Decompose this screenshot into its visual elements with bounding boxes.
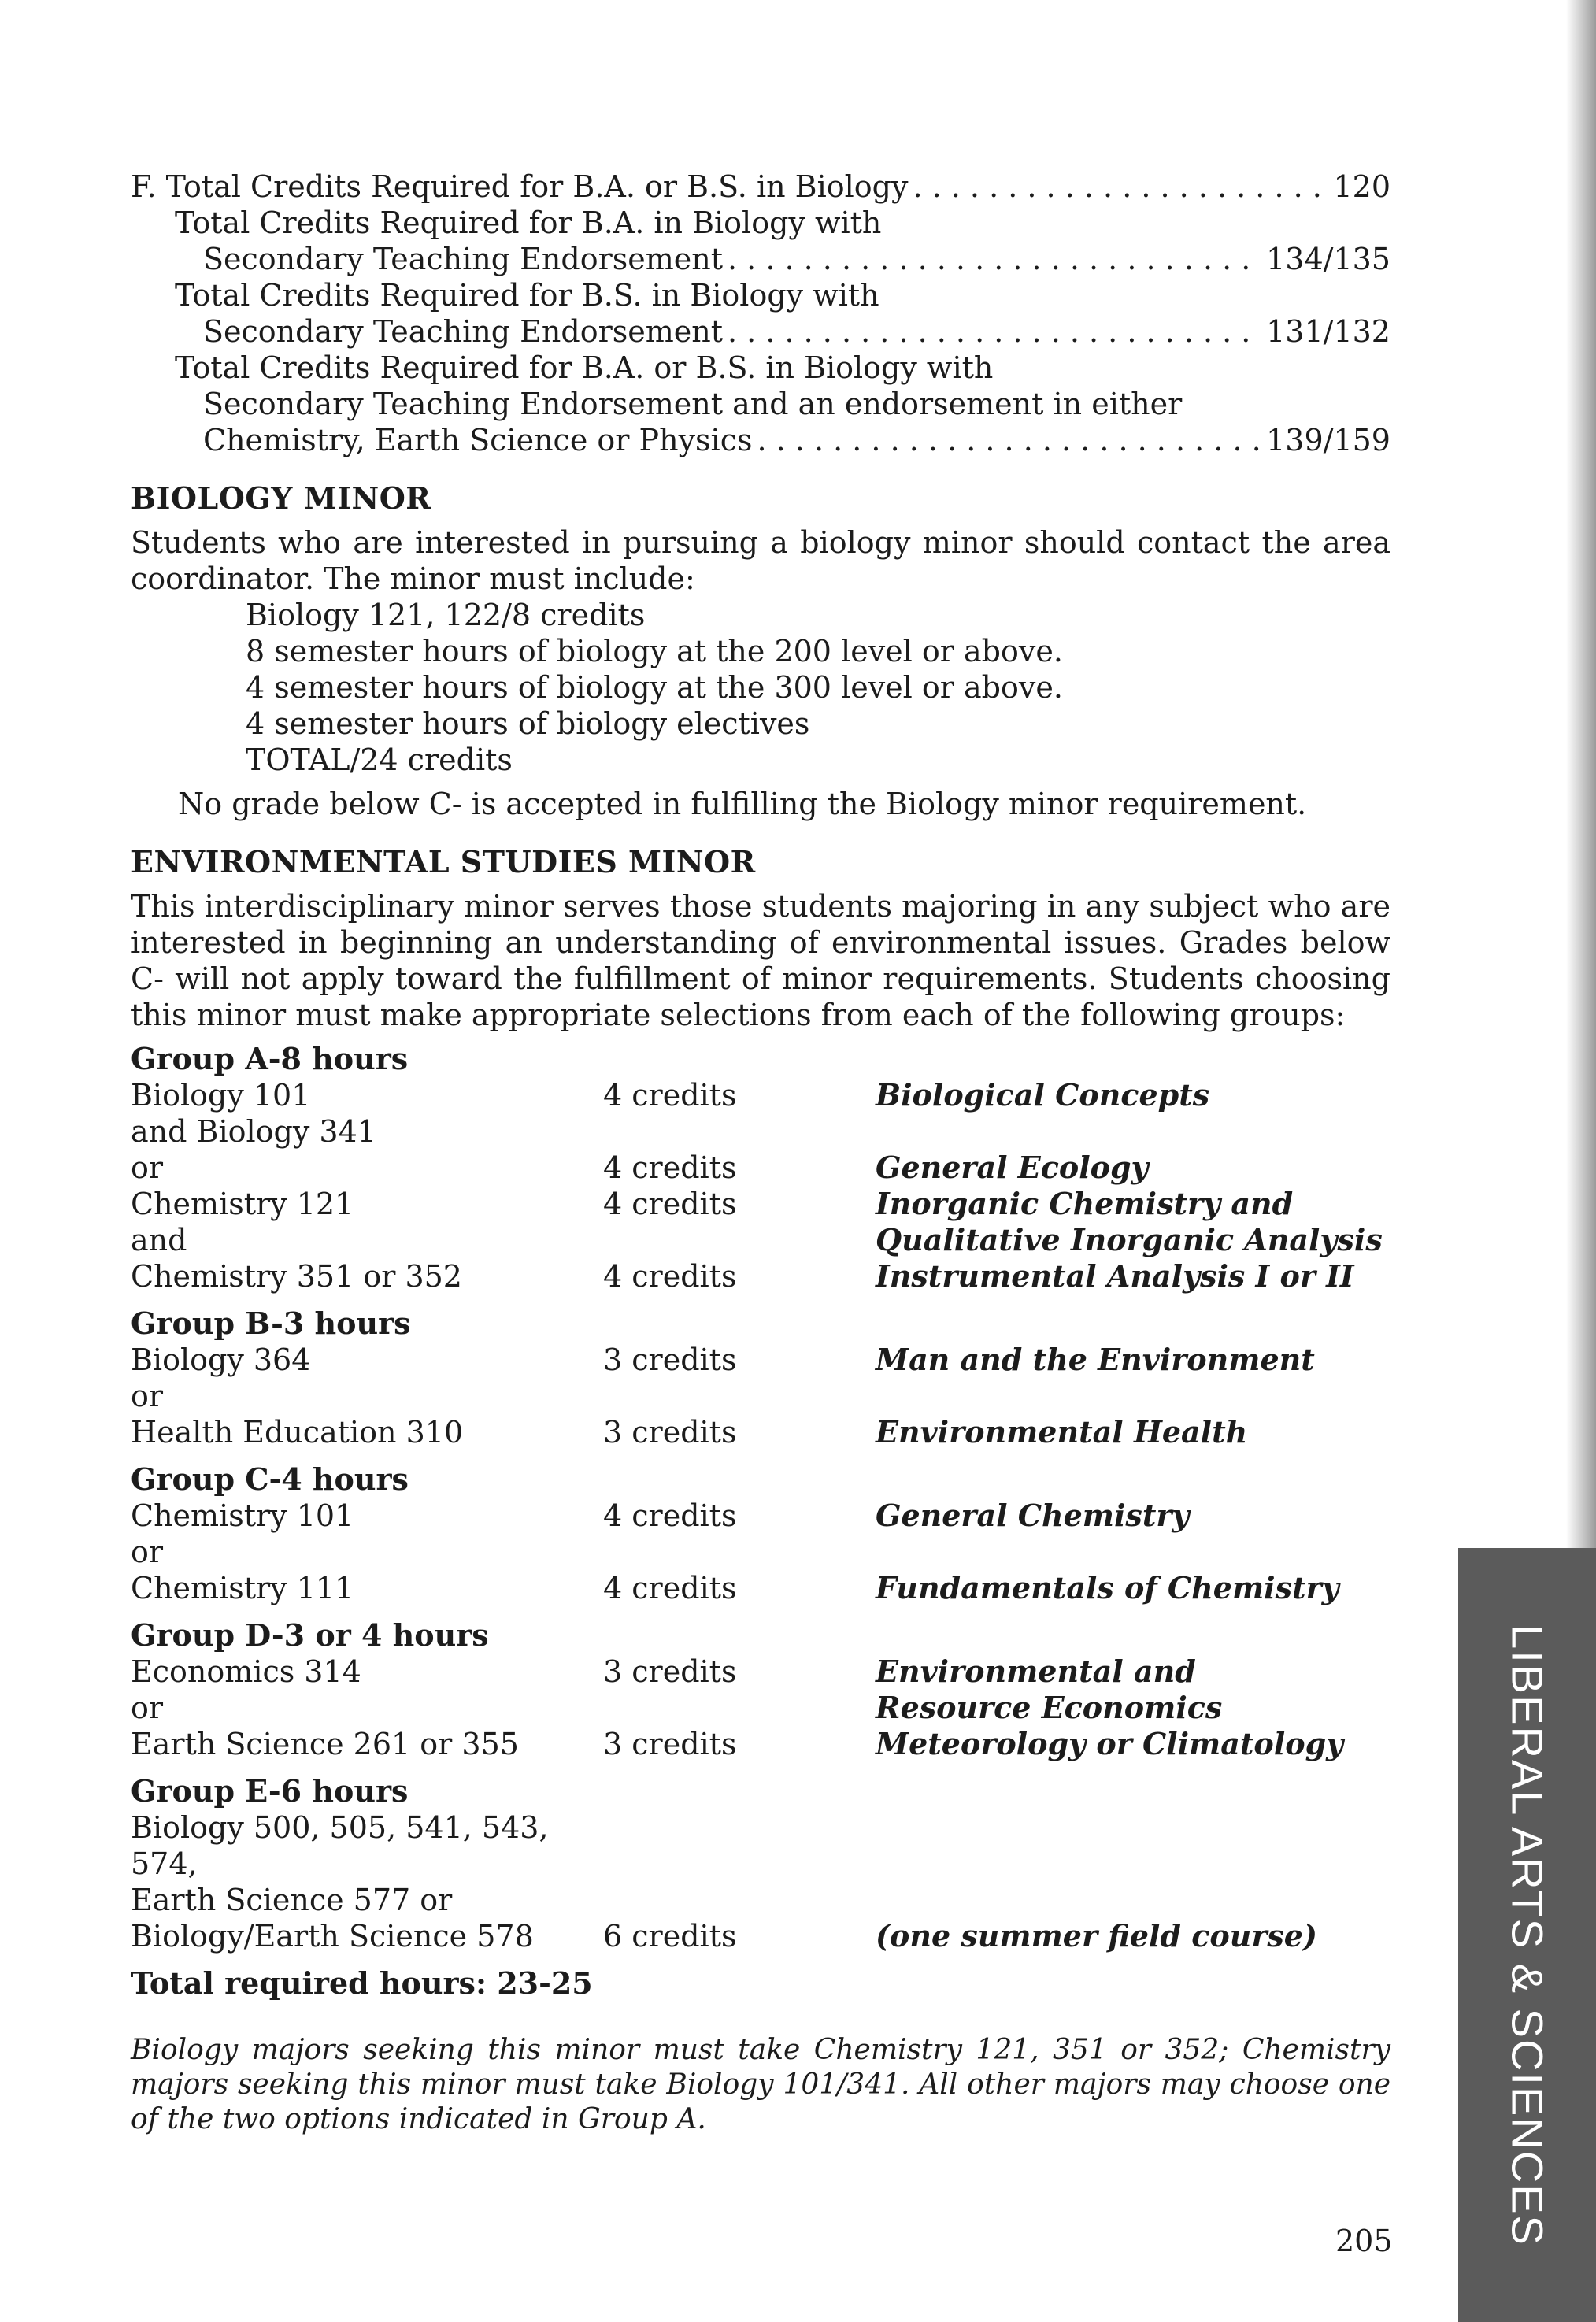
- course-title: Inorganic Chemistry and: [876, 1186, 1294, 1221]
- course-name: or: [131, 1379, 164, 1413]
- course-credits: [603, 1113, 876, 1150]
- course-credits: 4 credits: [603, 1571, 737, 1605]
- course-name: or: [131, 1535, 164, 1569]
- total-required-hours: Total required hours: 23-25: [131, 1965, 593, 2001]
- group-heading-row: [131, 1041, 1390, 1077]
- course-name: Chemistry 111: [131, 1571, 354, 1605]
- credit-line: Total Credits Required for B.S. in Biology with: [175, 278, 879, 313]
- credits-summary: [131, 169, 1390, 458]
- credit-line: [131, 169, 1390, 205]
- credit-value: 134/135: [1266, 242, 1390, 276]
- course-title: General Chemistry: [876, 1498, 1190, 1533]
- biology-minor-heading: BIOLOGY MINOR: [131, 480, 431, 516]
- group-heading-row: [131, 1606, 1390, 1654]
- biology-minor-intro: Students who are interested in pursuing a biology minor should contact the area coordinator. The minor must include:: [131, 525, 1390, 596]
- course-name: Economics 314: [131, 1654, 361, 1689]
- credit-value: 120: [1333, 169, 1390, 204]
- course-name: Biology/Earth Science 578: [131, 1919, 534, 1954]
- credit-text: Chemistry, Earth Science or Physics: [203, 423, 753, 457]
- page-number: 205: [1335, 2224, 1393, 2258]
- course-credits: 4 credits: [603, 1259, 737, 1294]
- course-name: Health Education 310: [131, 1415, 464, 1450]
- env-minor-heading: ENVIRONMENTAL STUDIES MINOR: [131, 844, 756, 880]
- requirement-item: Biology 121, 122/8 credits: [246, 598, 646, 632]
- group-heading: Group B-3 hours: [131, 1305, 411, 1341]
- course-row: [131, 1809, 1390, 1882]
- course-title: [876, 1113, 1390, 1150]
- course-title: General Ecology: [876, 1150, 1149, 1185]
- course-title: Man and the Environment: [876, 1342, 1315, 1377]
- credit-line: [131, 241, 1390, 277]
- course-row: [131, 1378, 1390, 1414]
- leader-dots: [728, 241, 1261, 277]
- course-row: [131, 1077, 1390, 1113]
- course-row: [131, 1570, 1390, 1606]
- course-credits: 3 credits: [603, 1342, 737, 1377]
- course-title: Meteorology or Climatology: [876, 1726, 1344, 1761]
- course-title: Environmental and: [876, 1654, 1196, 1689]
- course-row: [131, 1918, 1390, 1954]
- course-title: Instrumental Analysis I or II: [876, 1258, 1354, 1294]
- requirement-item: 8 semester hours of biology at the 200 level or above.: [246, 634, 1063, 668]
- course-credits: [603, 1378, 876, 1414]
- course-name: Chemistry 101: [131, 1498, 354, 1533]
- course-credits: 3 credits: [603, 1727, 737, 1761]
- course-title: (one summer field course): [876, 1918, 1317, 1954]
- course-row: [131, 1690, 1390, 1726]
- section-side-tab: [1458, 1548, 1596, 2322]
- credit-text: Secondary Teaching Endorsement: [203, 314, 724, 349]
- credit-value: 139/159: [1266, 423, 1390, 457]
- document-page: [131, 169, 1390, 2137]
- course-credits: [603, 1222, 876, 1258]
- course-credits: [603, 1809, 876, 1882]
- course-title: [876, 1809, 1390, 1882]
- course-name: Earth Science 577 or: [131, 1883, 453, 1917]
- course-row: [131, 1258, 1390, 1294]
- course-name: or: [131, 1150, 164, 1185]
- course-credits: 4 credits: [603, 1150, 737, 1185]
- course-row: [131, 1186, 1390, 1222]
- course-name: or: [131, 1691, 164, 1725]
- course-row: [131, 1498, 1390, 1534]
- course-title: Resource Economics: [876, 1690, 1223, 1725]
- course-name: Chemistry 121: [131, 1187, 354, 1221]
- course-title: [876, 1378, 1390, 1414]
- course-credits: 4 credits: [603, 1187, 737, 1221]
- course-row: [131, 1726, 1390, 1762]
- requirement-item: 4 semester hours of biology at the 300 level or above.: [246, 670, 1063, 705]
- course-name: Chemistry 351 or 352: [131, 1259, 462, 1294]
- group-heading: Group D-3 or 4 hours: [131, 1617, 489, 1653]
- credit-line: Total Credits Required for B.A. or B.S. in Biology with: [175, 350, 994, 385]
- course-title: [876, 1882, 1390, 1918]
- course-credits: 3 credits: [603, 1415, 737, 1450]
- group-heading: Group E-6 hours: [131, 1773, 409, 1809]
- course-credits: [603, 1690, 876, 1726]
- course-row: [131, 1414, 1390, 1450]
- env-minor-groups-table: [131, 1041, 1390, 2002]
- env-minor-footnote: Biology majors seeking this minor must take Chemistry 121, 351 or 352; Chemistry majors seeking this minor must take Biology 101/341. All other majors may choose one of the two options indicated in Group A.: [131, 2034, 1390, 2135]
- group-heading-row: [131, 1450, 1390, 1498]
- leader-dots: [728, 313, 1261, 350]
- course-title: [876, 1534, 1390, 1570]
- course-credits: [603, 1534, 876, 1570]
- course-credits: 6 credits: [603, 1919, 737, 1954]
- course-title: Biological Concepts: [876, 1077, 1210, 1113]
- course-title: Qualitative Inorganic Analysis: [876, 1222, 1383, 1257]
- env-minor-intro: This interdisciplinary minor serves those students majoring in any subject who are interested in beginning an understanding of environmental issues. Grades below C- will not apply toward the fulfillment of minor requirements. Students choosing this minor must make appropriate selections from each of the following groups:: [131, 889, 1390, 1032]
- credit-line: [131, 422, 1390, 458]
- course-name: Earth Science 261 or 355: [131, 1727, 519, 1761]
- course-name: and Biology 341: [131, 1114, 376, 1149]
- total-row: [131, 1954, 1390, 2002]
- course-name: Biology 101: [131, 1078, 311, 1113]
- credit-line: Secondary Teaching Endorsement and an endorsement in either: [203, 387, 1183, 421]
- course-credits: 4 credits: [603, 1498, 737, 1533]
- course-credits: 3 credits: [603, 1654, 737, 1689]
- leader-dots: [913, 169, 1328, 205]
- group-heading: Group A-8 hours: [131, 1041, 409, 1076]
- course-name: Biology 364: [131, 1342, 311, 1377]
- leader-dots: [757, 422, 1261, 458]
- credit-text: F. Total Credits Required for B.A. or B.S. in Biology: [131, 169, 909, 204]
- course-row: [131, 1654, 1390, 1690]
- credit-value: 131/132: [1266, 314, 1390, 349]
- course-name: Biology 500, 505, 541, 543, 574,: [131, 1810, 549, 1881]
- group-heading: Group C-4 hours: [131, 1461, 409, 1497]
- credit-line: Total Credits Required for B.A. in Biology with: [175, 206, 882, 240]
- biology-minor-grade-note: No grade below C- is accepted in fulfilling the Biology minor requirement.: [178, 787, 1307, 821]
- course-name: and: [131, 1223, 187, 1257]
- course-row: [131, 1882, 1390, 1918]
- course-row: [131, 1113, 1390, 1150]
- biology-minor-requirements: [131, 597, 1390, 778]
- course-credits: [603, 1882, 876, 1918]
- course-row: [131, 1222, 1390, 1258]
- group-heading-row: [131, 1294, 1390, 1342]
- group-heading-row: [131, 1762, 1390, 1809]
- requirement-item: TOTAL/24 credits: [246, 743, 513, 777]
- course-title: Fundamentals of Chemistry: [876, 1570, 1339, 1605]
- course-row: [131, 1342, 1390, 1378]
- requirement-item: 4 semester hours of biology electives: [246, 706, 810, 741]
- credit-line: [131, 313, 1390, 350]
- course-credits: 4 credits: [603, 1078, 737, 1113]
- credit-text: Secondary Teaching Endorsement: [203, 242, 724, 276]
- course-title: Environmental Health: [876, 1414, 1248, 1450]
- course-row: [131, 1150, 1390, 1186]
- side-tab-label: LIBERAL ARTS & SCIENCES: [1502, 1624, 1552, 2246]
- course-row: [131, 1534, 1390, 1570]
